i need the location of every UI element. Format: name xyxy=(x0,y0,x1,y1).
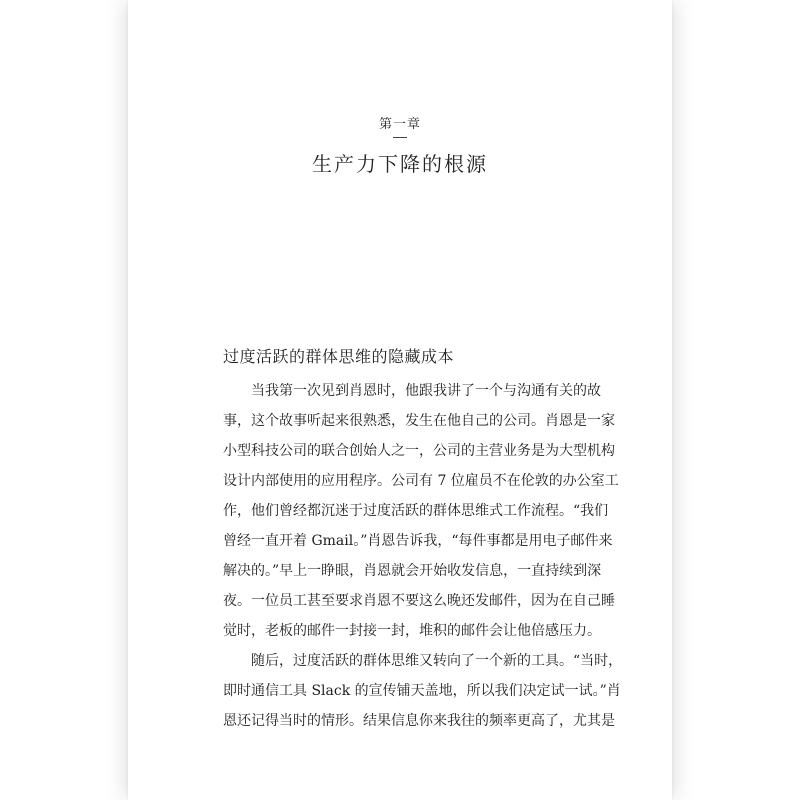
paragraph-line: 事，这个故事听起来很熟悉，发生在他自己的公司。肖恩是一家 xyxy=(223,413,615,429)
chapter-title: 生产力下降的根源 xyxy=(312,152,488,176)
paragraph-line: 作，他们曾经都沉迷于过度活跃的群体思维式工作流程。“我们 xyxy=(223,503,609,519)
paragraph-line: 曾经一直开着 Gmail。”肖恩告诉我，“每件事都是用电子邮件来 xyxy=(223,533,613,549)
book-page xyxy=(128,0,672,800)
paragraph-line: 当我第一次见到肖恩时，他跟我讲了一个与沟通有关的故 xyxy=(251,383,601,399)
paragraph-line: 即时通信工具 Slack 的宣传铺天盖地，所以我们决定试一试。”肖 xyxy=(223,683,621,699)
paragraph-line: 恩还记得当时的情形。结果信息你来我往的频率更高了，尤其是 xyxy=(223,713,615,729)
paragraph-line: 随后，过度活跃的群体思维又转向了一个新的工具。“当时， xyxy=(251,653,623,669)
chapter-label: 第一章 xyxy=(378,117,421,132)
section-heading: 过度活跃的群体思维的隐藏成本 xyxy=(223,347,455,366)
paragraph-line: 夜。一位员工甚至要求肖恩不要这么晚还发邮件，因为在自己睡 xyxy=(223,593,615,609)
paragraph-line: 设计内部使用的应用程序。公司有 7 位雇员不在伦敦的办公室工 xyxy=(223,473,619,489)
paragraph-line: 解决的。”早上一睁眼，肖恩就会开始收发信息，一直持续到深 xyxy=(223,563,602,579)
paragraph-line: 觉时，老板的邮件一封接一封，堆积的邮件会让他倍感压力。 xyxy=(223,623,601,639)
chapter-divider xyxy=(393,137,407,138)
paragraph-line: 小型科技公司的联合创始人之一，公司的主营业务是为大型机构 xyxy=(223,443,615,459)
